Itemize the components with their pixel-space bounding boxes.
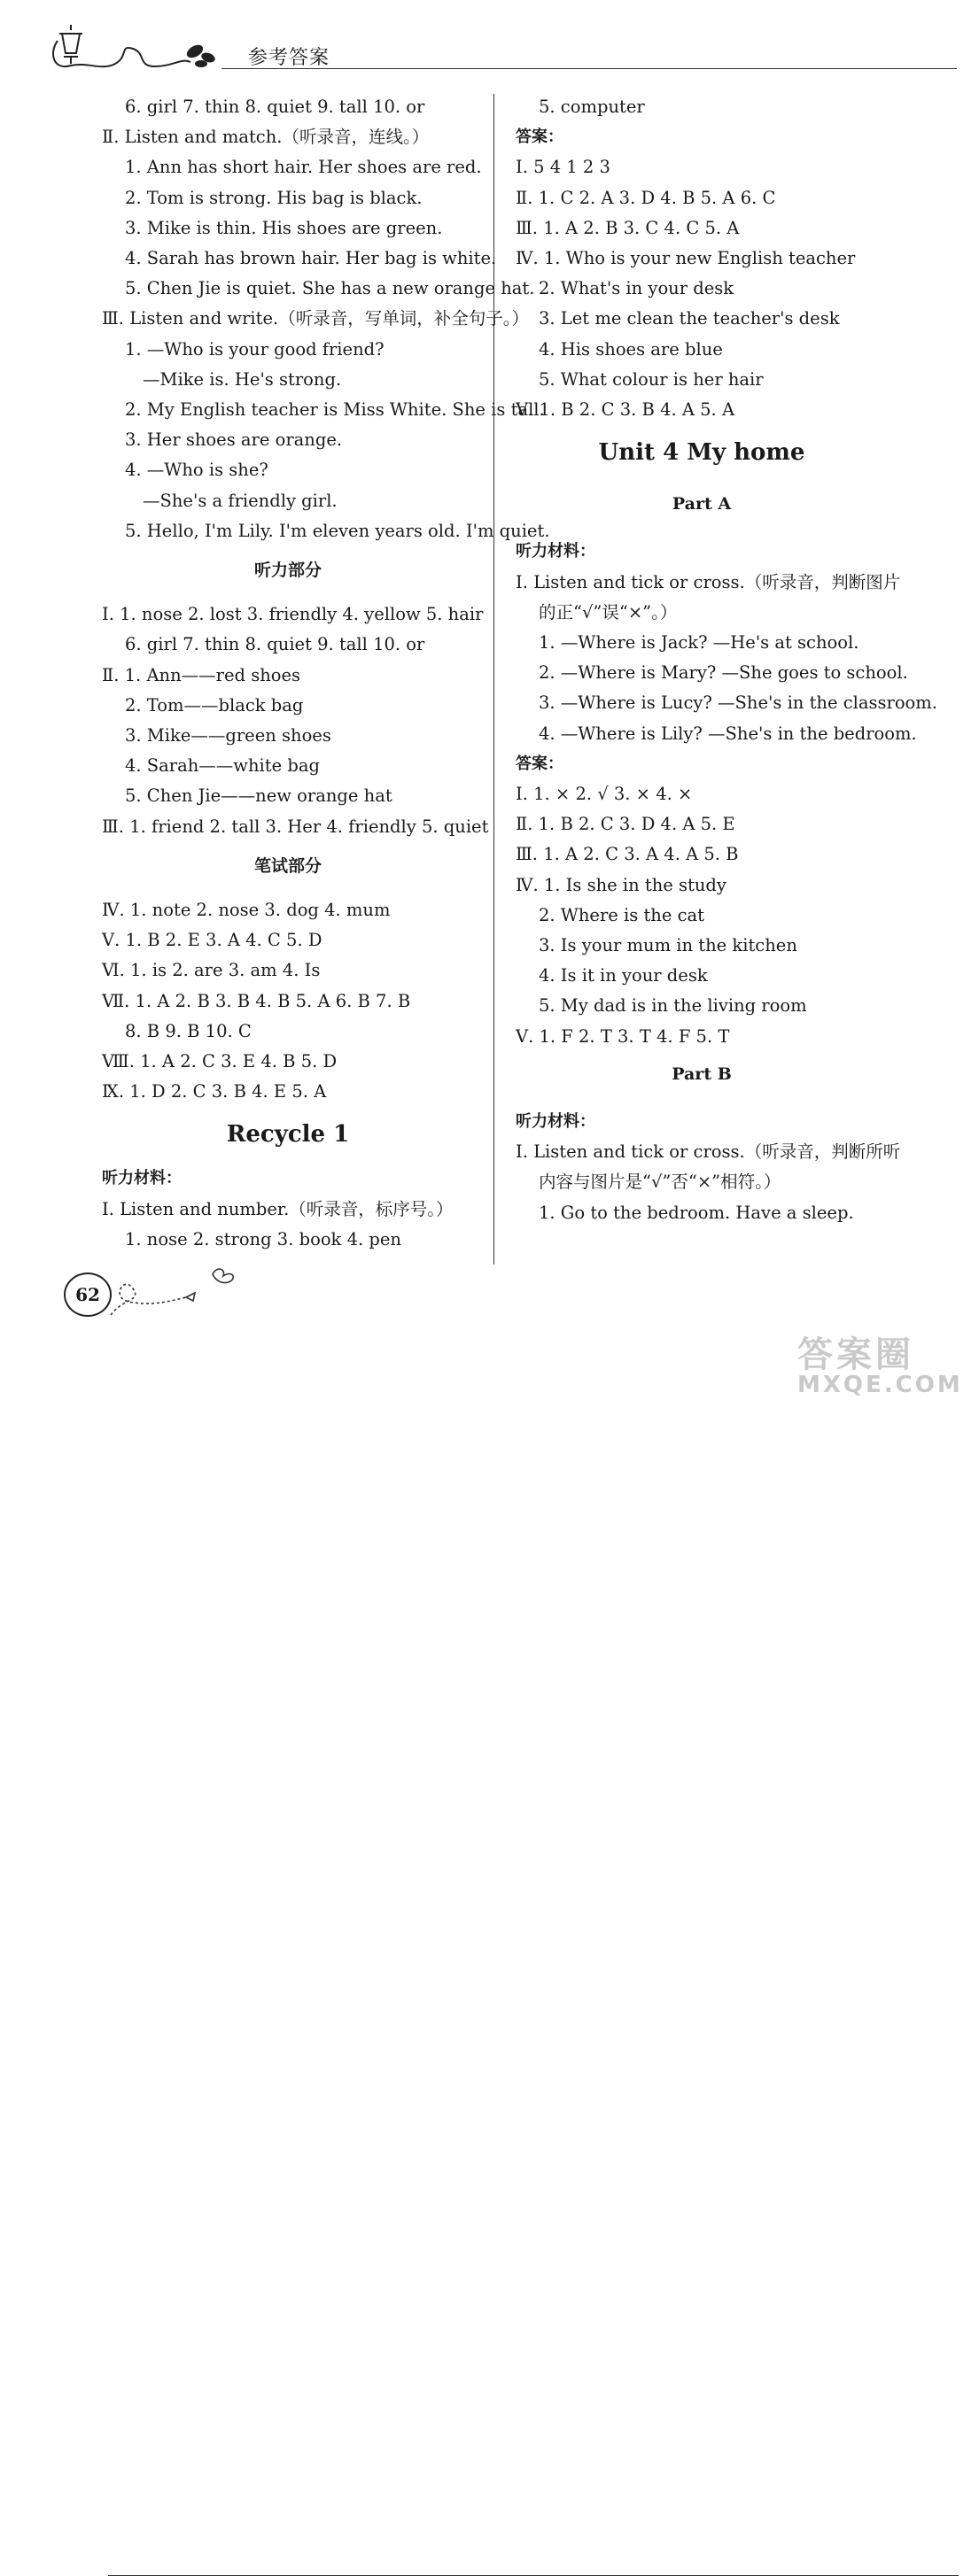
text-line: 5. Chen Jie is quiet. She has a new orange hat. bbox=[125, 278, 535, 299]
text-line: 4. His shoes are blue bbox=[539, 338, 723, 360]
text-line: 3. —Where is Lucy? —She's in the classroom. bbox=[539, 692, 937, 714]
text-line: 3. Is your mum in the kitchen bbox=[539, 935, 797, 955]
text-line: Ⅰ. Listen and number.（听录音，标序号。） bbox=[102, 1198, 454, 1219]
text-line: Ⅴ. 1. B 2. C 3. B 4. A 5. A bbox=[516, 399, 735, 420]
text-line: 1. —Who is your good friend? bbox=[125, 338, 385, 360]
text-line: 4. Sarah——white bag bbox=[125, 755, 320, 777]
text-line: 1. Ann has short hair. Her shoes are red. bbox=[125, 157, 482, 178]
text-line: Ⅱ. 1. Ann——red shoes bbox=[102, 664, 301, 685]
unit-heading: Recycle 1 bbox=[226, 1121, 350, 1149]
part-heading: Part B bbox=[672, 1064, 732, 1084]
text-line: 1. —Where is Jack? —He's at school. bbox=[539, 632, 859, 653]
text-line: Ⅳ. 1. Who is your new English teacher bbox=[516, 248, 856, 268]
text-line: Ⅳ. 1. note 2. nose 3. dog 4. mum bbox=[102, 900, 391, 920]
text-line: 2. What's in your desk bbox=[539, 278, 734, 299]
text-line: 4. —Where is Lily? —She's in the bedroom. bbox=[539, 723, 917, 744]
text-line: 5. Hello, I'm Lily. I'm eleven years old. I'm quiet. bbox=[125, 520, 550, 541]
text-line: Ⅰ. 1. × 2. √ 3. × 4. × bbox=[516, 784, 693, 804]
text-line: 4. Sarah has brown hair. Her bag is white. bbox=[125, 248, 497, 268]
footer-dotted-vine-ornament bbox=[106, 1262, 266, 1324]
header-title: 参考答案 bbox=[248, 47, 330, 69]
text-line: 3. Mike is thin. His shoes are green. bbox=[125, 217, 443, 238]
text-line: Ⅰ. Listen and tick or cross.（听录音，判断所听 bbox=[516, 1141, 901, 1163]
text-line: Ⅲ. Listen and write.（听录音，写单词，补全句子。） bbox=[102, 308, 529, 329]
text-line: 内容与图片是“√”否“×”相符。） bbox=[539, 1172, 781, 1193]
text-line: 4. Is it in your desk bbox=[539, 965, 708, 986]
page-header bbox=[0, 0, 979, 80]
text-line: Ⅸ. 1. D 2. C 3. B 4. E 5. A bbox=[102, 1081, 327, 1102]
text-line: 2. Tom is strong. His bag is black. bbox=[125, 187, 423, 208]
text-line: Ⅱ. 1. C 2. A 3. D 4. B 5. A 6. C bbox=[516, 187, 776, 208]
text-line: 5. My dad is in the living room bbox=[539, 995, 807, 1017]
watermark-logo bbox=[797, 1327, 963, 1398]
text-line: 6. girl 7. thin 8. quiet 9. tall 10. or bbox=[125, 97, 425, 117]
text-line: 5. Chen Jie——new orange hat bbox=[125, 785, 392, 807]
section-label: 答案： bbox=[516, 754, 563, 773]
section-label: 听力材料： bbox=[516, 542, 595, 561]
section-label: 听力材料： bbox=[516, 1112, 595, 1131]
section-heading: 听力部分 bbox=[253, 561, 322, 580]
text-line: Ⅱ. 1. B 2. C 3. D 4. A 5. E bbox=[516, 814, 735, 835]
text-line: Ⅷ. 1. A 2. C 3. E 4. B 5. D bbox=[102, 1051, 338, 1071]
text-line: Ⅴ. 1. B 2. E 3. A 4. C 5. D bbox=[102, 930, 322, 951]
text-line: 6. girl 7. thin 8. quiet 9. tall 10. or bbox=[125, 634, 425, 655]
text-line: Ⅳ. 1. Is she in the study bbox=[516, 874, 726, 895]
text-line: 8. B 9. B 10. C bbox=[125, 1020, 252, 1041]
text-line: —Mike is. He's strong. bbox=[143, 368, 342, 390]
section-label: 答案： bbox=[516, 128, 563, 147]
text-line: Ⅲ. 1. A 2. C 3. A 4. A 5. B bbox=[516, 844, 739, 865]
text-line: Ⅶ. 1. A 2. B 3. B 4. B 5. A 6. B 7. B bbox=[102, 990, 411, 1011]
text-line: Ⅱ. Listen and match.（听录音，连线。） bbox=[102, 127, 430, 148]
watermark-bottom: MXQE.COM bbox=[797, 1372, 963, 1398]
lantern-vine-ornament bbox=[49, 18, 279, 97]
text-line: Ⅵ. 1. is 2. are 3. am 4. Is bbox=[102, 960, 321, 981]
page-number: 62 bbox=[64, 1273, 112, 1317]
part-heading: Part A bbox=[672, 494, 732, 514]
text-line: 2. —Where is Mary? —She goes to school. bbox=[539, 662, 908, 684]
text-line: 5. What colour is her hair bbox=[539, 368, 764, 390]
text-line: Ⅲ. 1. friend 2. tall 3. Her 4. friendly 5. quiet bbox=[102, 816, 489, 837]
text-line: —She's a friendly girl. bbox=[143, 490, 338, 511]
text-line: Ⅲ. 1. A 2. B 3. C 4. C 5. A bbox=[516, 217, 740, 238]
section-heading: 笔试部分 bbox=[253, 855, 322, 876]
text-line: 5. computer bbox=[539, 97, 645, 117]
text-line: 2. Tom——black bag bbox=[125, 694, 304, 716]
text-line: Ⅴ. 1. F 2. T 3. T 4. F 5. T bbox=[516, 1025, 730, 1047]
watermark-top: 答案圈 bbox=[797, 1334, 914, 1375]
text-line: 3. Let me clean the teacher's desk bbox=[539, 308, 840, 329]
text-line: 的正“√”误“×”。） bbox=[539, 601, 678, 623]
text-line: Ⅰ. 5 4 1 2 3 bbox=[516, 157, 610, 178]
text-line: 3. Mike——green shoes bbox=[125, 725, 331, 746]
unit-heading: Unit 4 My home bbox=[598, 439, 805, 467]
text-line: 3. Her shoes are orange. bbox=[125, 429, 343, 451]
text-line: Ⅰ. Listen and tick or cross.（听录音，判断图片 bbox=[516, 571, 901, 592]
text-line: Ⅰ. 1. nose 2. lost 3. friendly 4. yellow 5. hair bbox=[102, 604, 484, 625]
section-label: 听力材料： bbox=[102, 1169, 182, 1188]
text-line: 2. My English teacher is Miss White. She is tall. bbox=[125, 399, 545, 420]
text-line: 4. —Who is she? bbox=[125, 460, 268, 481]
text-line: 2. Where is the cat bbox=[539, 904, 704, 925]
text-line: 1. nose 2. strong 3. book 4. pen bbox=[125, 1228, 401, 1249]
header-rule bbox=[221, 68, 957, 69]
text-line: 1. Go to the bedroom. Have a sleep. bbox=[539, 1202, 854, 1223]
